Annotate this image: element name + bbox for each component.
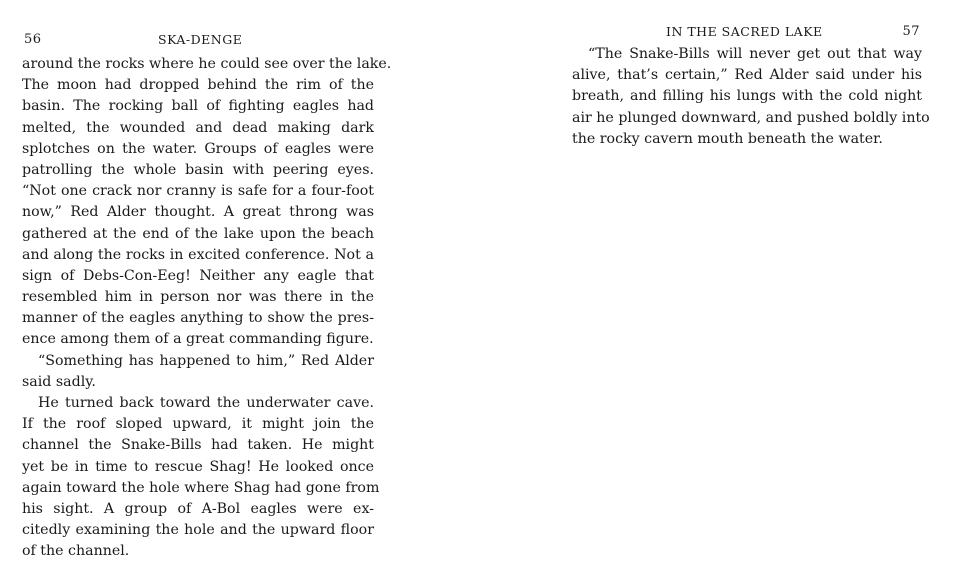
text-line: “The Snake-Bills will never get out that way bbox=[588, 46, 922, 62]
right-running-head bbox=[572, 24, 922, 46]
text-line: “Not one crack nor cranny is safe for a four-foot bbox=[22, 183, 374, 200]
left-page bbox=[22, 0, 392, 560]
right-page bbox=[572, 0, 930, 147]
text-line: The moon had dropped behind the rim of the bbox=[22, 77, 374, 94]
text-line: manner of the eagles anything to show the pres- bbox=[22, 310, 374, 327]
text-line: his sight. A group of A-Bol eagles were ex- bbox=[22, 500, 374, 517]
text-line: melted, the wounded and dead making dark bbox=[22, 119, 374, 136]
left-page-text bbox=[22, 54, 392, 563]
right-page-number: 57 bbox=[902, 24, 920, 39]
text-line: now,” Red Alder thought. A great throng was bbox=[22, 204, 374, 221]
text-line: again toward the hole where Shag had gone from bbox=[22, 479, 380, 496]
text-line: sign of Debs-Con-Eeg! Neither any eagle that bbox=[22, 267, 374, 284]
text-line: splotches on the water. Groups of eagles were bbox=[22, 140, 374, 157]
text-line: If the roof sloped upward, it might join the bbox=[22, 416, 374, 433]
text-line: patrolling the whole basin with peering eyes. bbox=[22, 161, 374, 178]
left-page-number: 56 bbox=[24, 32, 42, 47]
left-running-title: SKA-DENGE bbox=[158, 32, 243, 47]
right-page-text bbox=[572, 44, 930, 150]
left-running-head bbox=[22, 32, 374, 54]
text-line: the rocky cavern mouth beneath the water. bbox=[572, 130, 883, 147]
text-line: alive, that’s certain,” Red Alder said under his bbox=[572, 67, 922, 84]
right-running-title: IN THE SACRED LAKE bbox=[666, 24, 823, 39]
text-line: “Something has happened to him,” Red Alder bbox=[38, 352, 374, 369]
text-line: and along the rocks in excited conference. Not a bbox=[22, 246, 374, 263]
text-line: basin. The rocking ball of fighting eagles had bbox=[22, 98, 374, 115]
text-line: said sadly. bbox=[22, 373, 96, 390]
text-line: channel the Snake-Bills had taken. He might bbox=[22, 437, 374, 454]
text-line: resembled him in person nor was there in the bbox=[22, 289, 374, 306]
text-line: He turned back toward the underwater cave. bbox=[38, 395, 374, 411]
text-line: gathered at the end of the lake upon the beach bbox=[22, 225, 374, 242]
text-line: air he plunged downward, and pushed boldly into bbox=[572, 109, 930, 126]
text-line: ence among them of a great commanding figure. bbox=[22, 331, 374, 348]
text-line: yet be in time to rescue Shag! He looked once bbox=[22, 458, 374, 475]
text-line: of the channel. bbox=[22, 543, 130, 560]
text-line: citedly examining the hole and the upward floor bbox=[22, 522, 374, 539]
text-line: around the rocks where he could see over the lake. bbox=[22, 56, 392, 72]
text-line: breath, and filling his lungs with the cold night bbox=[572, 88, 922, 105]
